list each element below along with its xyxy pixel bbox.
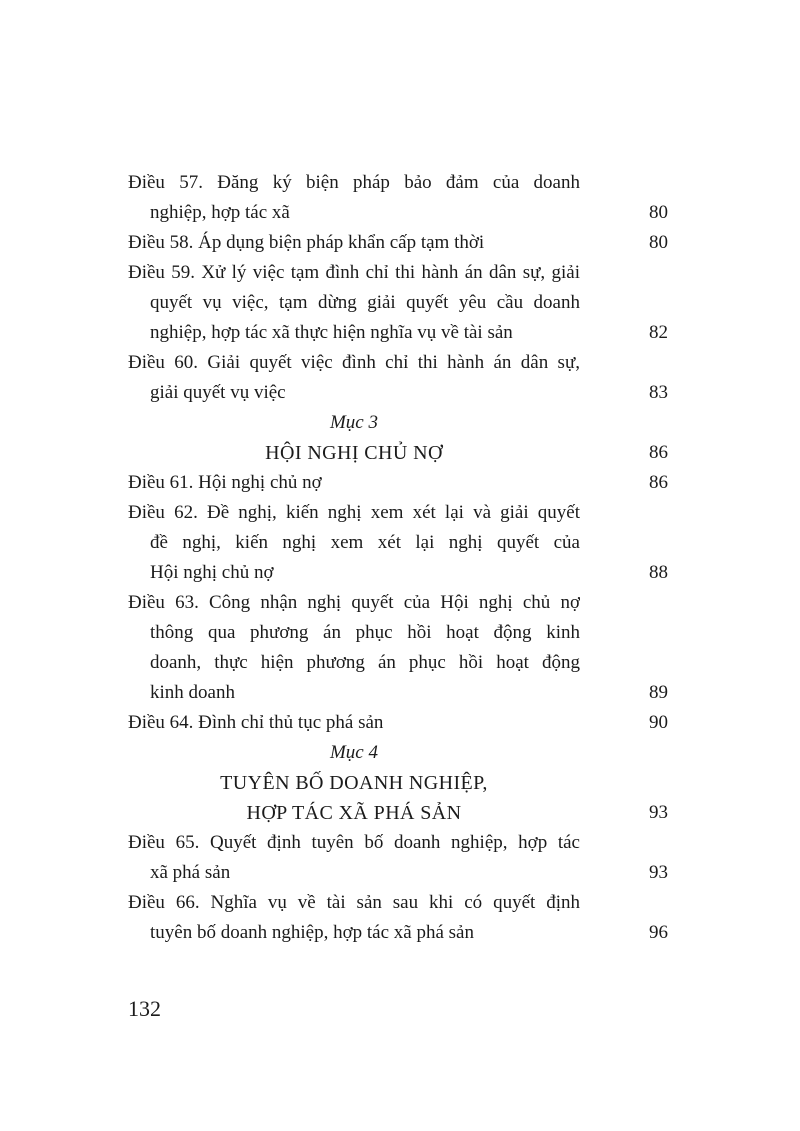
table-of-contents: [128, 168, 668, 948]
toc-entry-line: [128, 258, 668, 288]
toc-line-text: đề nghị, kiến nghị xem xét lại nghị quyết của: [150, 532, 580, 553]
toc-page-number: 88: [649, 562, 668, 583]
toc-line-text: HỘI NGHỊ CHỦ NỢ: [265, 442, 443, 464]
toc-section-heading: [128, 438, 668, 468]
toc-section-heading: [128, 768, 668, 798]
toc-entry-line: [128, 588, 668, 618]
toc-entry-line: [128, 168, 668, 198]
toc-entry-line: [128, 228, 668, 258]
toc-entry-line: [128, 528, 668, 558]
toc-section-label: [128, 738, 668, 768]
toc-line-text: Điều 59. Xử lý việc tạm đình chỉ thi hành án dân sự, giải: [128, 262, 580, 283]
toc-line-text: Điều 66. Nghĩa vụ về tài sản sau khi có quyết định: [128, 892, 580, 913]
toc-page-number: 89: [649, 682, 668, 703]
toc-entry-line: [128, 288, 668, 318]
toc-line-text: Điều 63. Công nhận nghị quyết của Hội nghị chủ nợ: [128, 592, 580, 613]
toc-entry-line: [128, 918, 668, 948]
toc-line-text: Điều 65. Quyết định tuyên bố doanh nghiệp, hợp tác: [128, 832, 580, 853]
toc-line-text: HỢP TÁC XÃ PHÁ SẢN: [246, 802, 462, 824]
toc-line-text: nghiệp, hợp tác xã: [150, 202, 290, 223]
toc-page-number: 93: [649, 862, 668, 883]
toc-entry-line: [128, 888, 668, 918]
toc-line-text: doanh, thực hiện phương án phục hồi hoạt động: [150, 652, 580, 673]
toc-line-text: Hội nghị chủ nợ: [150, 562, 274, 583]
toc-line-text: xã phá sản: [150, 862, 231, 883]
toc-entry-line: [128, 468, 668, 498]
toc-line-text: TUYÊN BỐ DOANH NGHIỆP,: [220, 772, 488, 794]
toc-line-text: Mục 3: [329, 412, 378, 433]
toc-page-number: 86: [649, 442, 668, 463]
toc-entry-line: [128, 558, 668, 588]
toc-section-heading: [128, 798, 668, 828]
toc-entry-line: [128, 828, 668, 858]
toc-page-number: 96: [649, 922, 668, 943]
toc-page-number: 93: [649, 802, 668, 823]
toc-section-label: [128, 408, 668, 438]
toc-line-text: quyết vụ việc, tạm dừng giải quyết yêu cầu doanh: [150, 292, 580, 313]
toc-line-text: Điều 58. Áp dụng biện pháp khẩn cấp tạm thời: [128, 232, 485, 253]
toc-entry-line: [128, 648, 668, 678]
toc-page-number: 80: [649, 202, 668, 223]
toc-line-text: kinh doanh: [150, 682, 235, 703]
page-folio: 132: [128, 996, 161, 1021]
toc-entry-line: [128, 618, 668, 648]
toc-line-text: Điều 61. Hội nghị chủ nợ: [128, 472, 322, 493]
toc-entry-line: [128, 858, 668, 888]
toc-line-text: Mục 4: [329, 742, 378, 763]
toc-line-text: Điều 60. Giải quyết việc đình chỉ thi hành án dân sự,: [128, 352, 580, 373]
toc-page-number: 80: [649, 232, 668, 253]
toc-line-text: nghiệp, hợp tác xã thực hiện nghĩa vụ về tài sản: [150, 322, 513, 343]
toc-entry-line: [128, 198, 668, 228]
toc-line-text: Điều 57. Đăng ký biện pháp bảo đảm của doanh: [128, 172, 580, 193]
toc-entry-line: [128, 348, 668, 378]
toc-line-text: thông qua phương án phục hồi hoạt động kinh: [150, 622, 580, 643]
toc-line-text: Điều 62. Đề nghị, kiến nghị xem xét lại và giải quyết: [128, 502, 580, 523]
toc-entry-line: [128, 708, 668, 738]
toc-entry-line: [128, 318, 668, 348]
toc-page-number: 83: [649, 382, 668, 403]
toc-entry-line: [128, 678, 668, 708]
toc-entry-line: [128, 378, 668, 408]
toc-line-text: giải quyết vụ việc: [150, 382, 286, 403]
toc-line-text: tuyên bố doanh nghiệp, hợp tác xã phá sản: [150, 922, 474, 943]
toc-line-text: Điều 64. Đình chỉ thủ tục phá sản: [128, 712, 384, 733]
toc-page-number: 90: [649, 712, 668, 733]
toc-page-number: 86: [649, 472, 668, 493]
toc-page-number: 82: [649, 322, 668, 343]
toc-entry-line: [128, 498, 668, 528]
